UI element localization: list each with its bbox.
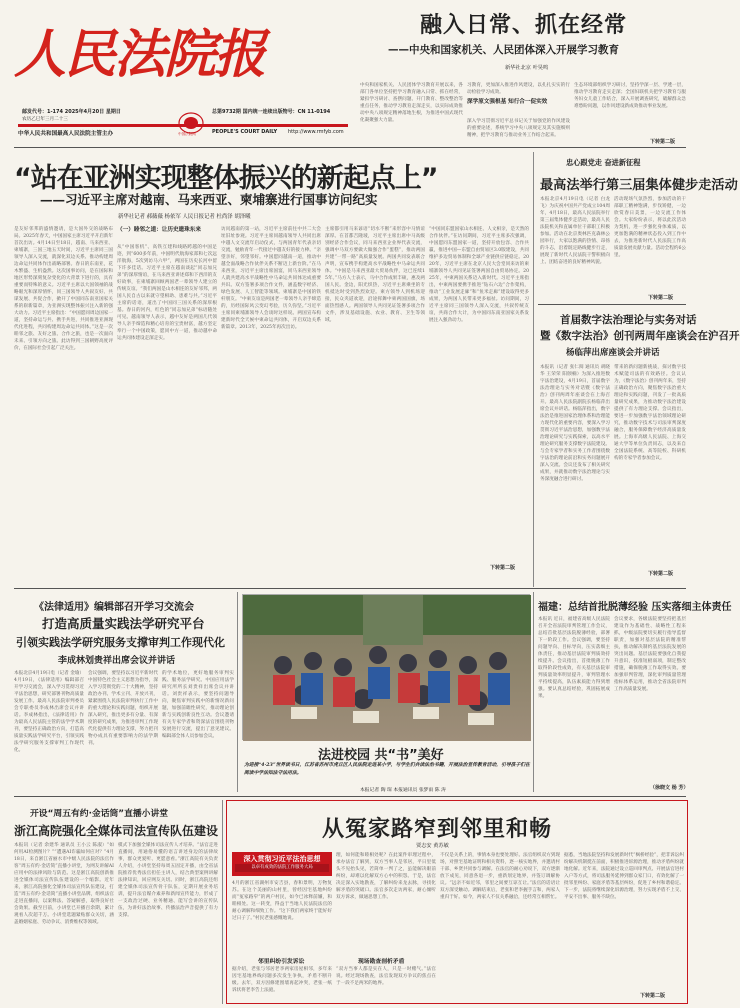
photo-illustration	[243, 595, 531, 741]
masthead-title	[14, 6, 264, 104]
right1-body-col2: 活动现场气氛热烈，参加活动的干部职工精神饱满，步伐矫健，一边欣赏春日美景，一边交流工作体会。大家纷纷表示，将以此次活动为契机，进一步强化身体素质，以更加饱满的精神状态投入到工作中去，为推进新时代人民法院工作高质量发展贡献力量。活动全程约6公里。	[614, 197, 686, 258]
right2-headline-2: 暨《数字法治》创刊两周年座谈会在沪召开	[540, 330, 740, 342]
seal-label: 中国法院网	[178, 132, 196, 136]
english-name: PEOPLE'S COURT DAILY	[212, 129, 278, 135]
mid-headline-1: 《法律适用》编辑部召开学习交流会	[34, 602, 194, 613]
serial-line: 总第9732期 国内统一连续出版物号：CN 11-0194	[212, 109, 331, 115]
feature-theme-box	[232, 852, 332, 876]
top-body-col2: 习教育，更加深入推进作风建设，以扎扎实实的行动检验学习成效。	[467, 83, 570, 95]
theme-box-sub: 以卓有成效的法院工作服务大局	[235, 864, 329, 872]
right2-subheadline: 杨临萍出席座谈会并讲话	[566, 348, 660, 358]
right1-continued: 下转第二版	[648, 295, 674, 301]
rule-under-main	[14, 588, 686, 589]
top-body-col1: 中央和国家机关、人民团体学习教育开展以来，各部门各单位坚持把学习教育融入日常、抓在经常，紧扣学习研讨、查摆问题、开门教育、整改整治等重点任务，推动学习教育走深走实，以实际成效推动中央八项规定精神落地生根，为推进中国式现代化凝聚强大力量。	[360, 83, 463, 123]
mid-headline-3: 引领实践法学研究服务支撑审判工作现代化	[16, 636, 225, 649]
main-continued: 下转第二版	[490, 565, 516, 571]
feature-body-col2b: “双方当事人都是实在人，只是一时赌气。”法官说。经过现场勘查，法官发现双方争议的焦点在于一段不足两米的地界。	[336, 967, 436, 986]
fujian-headline: 福建：总结首批脱薄经验 压实落细主体责任	[538, 602, 732, 613]
main-body-col3: 访问越南的第一站，习近平主席前往中共二大会址旧址参观。习近平主席同越南领导人共同出席中越人文交流年启动仪式，与两国青年代表亲切交流，勉励青年一代接过中越友好的接力棒。“亲望亲好，邻望邻好。中国愿同越南一道，推动中越全面战略合作伙伴关系不断迈上新台阶。”在马来西亚，习近平主席出席国宴，同马来西亚领导人就共建高水平战略性中马命运共同体达成重要共识。双方签署多项合作文件，涵盖数字经济、绿色发展、人工智能等领域。柬埔寨是中国的铁杆朋友。“中柬友谊是两国老一辈领导人亲手缔造的，历经国际风云变幻考验，历久弥坚。”习近平主席同柬埔寨领导人会谈时这样说。两国宣布构建新时代全天候中柬命运共同体，开启双边关系新篇章。2013年，2025年再次出访。	[221, 227, 321, 330]
main-subheadline: ——习近平主席对越南、马来西亚、柬埔寨进行国事访问纪实	[40, 192, 378, 207]
col-rule-photo	[533, 592, 534, 792]
rule-right1	[538, 304, 686, 305]
newspaper-logo: 人民法院报	[14, 24, 265, 85]
fujian-end-note: （徐晓文 杨 芳）	[650, 785, 689, 791]
mid-subheadline: 李成林划贵祥出席会议并讲话	[58, 656, 176, 666]
feature-body-col3: 不仅是关系上的，事情本身也要处理好。法官组织双方到现场，对照宅基地证明和相关资料，逐一核实地界，并邀请村干部、乡贤共同参与调解。在法官的耐心劝说下，双方逐渐放下成见，同意各退一步，重新划定地界，并签订调解协议。“远亲不如近邻，邻里之间要互谅互让。”法官的话语让双方深受触动。调解结束后，老张和老李握手言和，两家人重归于好。如今，两家人不仅关系融洽，还经常互相帮忙。	[440, 853, 560, 900]
feature-continued: 下转第二版	[640, 993, 666, 999]
zj-body-col1: 本报讯（记者 余建华 通讯员 王小云 陈淑）“如何用AI检测图片？”“遭遇AI诈骗如何应对？”4月18日，来自浙江省丽水市中级人民法院的法官作客“周五有约·金话筒”直播小讲堂，为网友讲解AI应用中的法律风险与防范。这是浙江高院创新推进全媒体司法宣传队伍建设的一个缩影。近年来，浙江高院强化全媒体司法宣传队伍建设，打造“周五有约·金话筒”直播小讲堂品牌，组织法官走进直播间，以案释法、答疑解惑，取得良好社会效果。截至目前，小讲堂已开播百余期，累计观看人次超千万。小讲堂选题紧贴群众关切，涵盖婚姻家庭、劳动争议、消费维权等领域。	[14, 843, 114, 925]
main-headline: “站在亚洲实现整体振兴的新起点上”	[14, 163, 438, 194]
right2-body-col2: 带来的新问题新挑战，探讨数字技术赋能司法的有效路径。会议认为，《数字法治》创刊两年来，坚持正确政治方向，聚焦数字法治重大理论和实践问题，刊发了一批高质量研究成果，为推动数字法治建设提供了有力理论支撑。会议指出，要进一步加强数字法治领域理论研究，推动数字技术与司法审判深度融合，服务保障数字经济高质量发展。上海市高级人民法院、上海交通大学等单位负责同志，以及来自全国法院系统、高等院校、科研机构的专家学者参加会议。	[614, 365, 686, 461]
mid-headline-2: 打造高质量实践法学研究平台	[42, 616, 205, 631]
mid-body-col2: 会议强调，要坚持以习近平新时代中国特色社会主义思想为指导，深入学习贯彻党的二十大精神，坚持政治办刊、学术立刊、开放兴刊，紧紧围绕人民法院审判执行工作中的重大理论和实践问题，组织开展深入研究，推出更多有分量、有深度的研究成果，为推进审判工作现代化提供有力理论支撑，努力把刊物办成具有重要影响力的法学期刊。	[88, 671, 158, 746]
main-col-head: （一）睦邻之道：让历史遗珠东来	[117, 227, 201, 233]
main-body-col2: 从“中国客机”、高铁互建和线路跨越的中国足迹，到“600多年前，中国明代航海家郑和七次远洋航海，5次到访马六甲”，两国在历史长河中留下许多佳话。习近平主席在越南谈起“同志加兄弟”的深厚情谊，在马来西亚讲述郑和下西洋的友好故事，在柬埔寨回顾两国老一辈领导人建立的传统友谊。“我们两国是山水相连的友好邻邦，两国人民自古以来就守望相助、患难与共。”习近平主席的话语，道出了中国同三国关系的深厚根基。春日的河内，红色的“同志加兄弟”标语随处可见。越南领导人表示，越中友好是两国几代领导人亲手缔造和精心培育的宝贵财富，越方坚定奉行一个中国政策，愿同中方一道，推动越中命运共同体建设走深走实。	[117, 245, 217, 341]
photo-credit: 本报记者 陶 琛 本报通讯员 张梦雨 陈 涛	[360, 788, 446, 793]
main-byline: 新华社记者 郝薇薇 杨依军 人民日报记者 杜尚泽 胡泽曦	[118, 214, 251, 220]
rule-under-mid	[14, 796, 686, 797]
col-rule-bottom	[222, 800, 223, 1004]
fujian-body-col1: 本报讯 近日，福建省高级人民法院召开全省法院审判管理工作会议，总结首批基层法院脱薄经验，部署下一阶段工作。会议强调，要坚持问题导向、目标导向，压实落细主体责任，推动基层法院审判质效持续提升。会议指出，首批脱薄工作取得阶段性成效，有关基层法院审判质量效率明显提升，审判管理水平持续提高，队伍素质能力得到增强。要认真总结经验，巩固拓展成果。	[538, 617, 610, 699]
rule-under-masthead	[14, 147, 686, 148]
feature-body-col4: 据悉，当地法院坚持和发展新时代“枫桥经验”，把非诉讼纠纷解决机制挺在前面，积极推进诉源治理，推动矛盾纠纷就地化解。近年来，法院通过设立巡回审判点、开展法官进村入户等方式，将司法服务延伸到群众家门口，有效化解了一批邻里纠纷、家庭矛盾等基层纠纷，促进了乡村和谐稳定。下一步，法院将继续深化诉源治理，努力实现矛盾不上交、平安不出事、服务不缺位。	[564, 853, 684, 900]
feature-byline: 贾志安 黄苏敏	[416, 843, 449, 849]
section-label-text: 深学原文强根基 知行合一促实效	[467, 99, 548, 105]
zj-kicker: 开设“周五有约·金话筒”直播小讲堂	[30, 809, 169, 819]
photo-title: 法进校园 共“书”美好	[318, 748, 444, 763]
zj-body-col2: 模式下加强全媒体司法宣传人才培养。“法官走进直播间，用通俗易懂的语言讲述身边的法律故事，群众更爱听、更愿意看。”浙江高院有关负责人介绍，小讲堂坚持每周五固定开播，由全省法院推荐优秀法官担任主讲人，结合典型案例讲解法律知识，回应网友关切。同时，浙江高院还组建全媒体司法宣传骨干队伍，定期开展业务培训，提升法官媒介素养和新闻宣传能力，形成了一支政治过硬、业务精通、能写会讲的宣传队伍，为讲好法治故事、传播法治声音提供了有力支撑。	[118, 843, 218, 918]
main-body-col4: 主席都引用马来谚语“切水不断”来形容中马情谊深厚。在首都吉隆坡，习近平主席出席中马高级别经济合作会议，同马来西亚企业界代表交流，强调中马双方要做大做强合作“蛋糕”，推动两国共建“一带一路”高质量发展。两国共同发表联合声明，宣布携手构建高水平战略性中马命运共同体。“中国是马来西亚最大贸易伙伴，这已连续15年。”马方人士表示，马中合作成果丰硕，惠及两国人民。金边，阳光炽热，习近平主席乘坐的专机抵达时受到热烈欢迎。柬方领导人到机场迎接，民众夹道欢迎，沿途挥舞中柬两国国旗，场面热烈感人。两国领导人共同见证签署多项合作文件，涉及基础设施、农业、教育、卫生等领域。	[325, 227, 425, 323]
zj-headline: 浙江高院强化全媒体司法宣传队伍建设	[14, 824, 219, 838]
court-seal-icon	[178, 112, 204, 134]
top-headline: 融入日常、抓在经常	[420, 13, 628, 38]
feature-body-col1b: 据介绍，老张与邻居老李两家房屋相邻，多年来因宅基地界线问题多次发生争执，矛盾不断升级。去年，双方因修建围墙再起冲突，老张一纸诉状将老李告上法庭。	[232, 967, 332, 993]
sponsor-line: 中华人民共和国最高人民法院主管主办	[18, 131, 114, 137]
right2-headline-1: 首届数字法治理论与实务对话	[560, 314, 697, 326]
feature-sub1: 邻里纠纷引发诉讼	[258, 959, 305, 965]
top-body-col2b: 深入学习贯彻习近平总书记关于加强党的作风建设的重要论述，系统学习中央八项规定及其实施细则精神，把学习教育与推动业务工作结合起来。	[467, 119, 570, 138]
issue-line: 邮发代号：1-174 2025年4月20日 星期日	[22, 109, 121, 115]
photo-caption: 为迎接“4·23”世界读书日，江苏省苏州市虎丘区人民法院走进某小学，与学生们共读法治书籍，开展法治宣传教育活动，引导孩子们在阅读中学法知法守法用法。	[244, 762, 530, 776]
col-rule-main	[533, 152, 534, 587]
calendar-line: 农历乙巳年三月二十三	[22, 117, 68, 122]
right1-headline: 最高法举行第三届集体健步走活动	[540, 178, 738, 193]
feature-headline: 从冤家路窄到邻里和畅	[322, 817, 553, 842]
top-section-label	[467, 98, 570, 106]
theme-box-title: 深入贯彻习近平法治思想	[243, 855, 321, 863]
feature-body-col1: 4月的浙江省湖州市安吉县，春和景明，万物复苏。在这个美丽的山村里，曾经因宅基地纠纷而“冤家路窄”的两户村民，如今已冰释前嫌，和睦相处。这一转变，得益于当地人民法院法官的耐心调解和细致工作。“这下我们两家终于能好好过日子了。”村民老张感慨地说。	[232, 881, 332, 921]
right2-continued: 下转第二版	[648, 571, 674, 577]
fujian-body-col2: 会议要求，各级法院要坚持把基层建设作为基础性、战略性工程来抓，中级法院要切实履行指导监督职责，加强对基层法院的精准帮扶，推动解决制约基层法院发展的突出问题。基层法院要强化自我提升意识，找准短板弱项，制定整改措施，确保脱薄工作取得实效。要加强审判管理，深化审判质量管理指标体系运用，推动全省法院审判工作高质量发展。	[614, 617, 686, 692]
mid-body-col1: 本报北京4月19日电（记者 金瑜）4月19日，《法律适用》编辑部召开学习交流会，深入学习贯彻习近平法治思想，研究部署刊物高质量发展工作。最高人民法院审判委员会专职委员李成林出席会议并讲话。李成林指出，《法律适用》作为最高人民法院主管的法学学术期刊，要坚持正确政治方向，打造高质量实践法学研究平台，引领实践法学研究服务支撑审判工作现代化。	[14, 671, 84, 753]
reading-photo	[242, 594, 530, 740]
top-continued: 下转第二版	[650, 139, 676, 145]
top-byline: 新华社北京 叶昊鸣	[505, 65, 549, 71]
main-body-col1: 是友好邻邦的盛情邀请，是大国外交的战略布局。2025年春天，中国国家主席习近平开启新年首次出访。4月14日至18日，越南、马来西亚、柬埔寨，三国三地五天时间，习近平主席同三国领导人深入交流，就深化双边关系、推动构建周边命运共同体作出战略部署。春日的东南亚，花木繁盛、生机盎然。这次国事访问，是在国际和地区形势深刻复杂变化的大背景下进行的，具有重要而特殊的意义。习近平主席以大国领袖的战略眼光和深厚情怀，同三国领导人共叙友好、共谋发展、共促合作，掀开了中国同东南亚国家关系的崭新篇章，为亚洲实现整体振兴注入新的强大动力。习近平主席指出：“中国愿同周边国家一道，坚持命运与共、携手共进，共同推进亚洲现代化进程，共同构建周边命运共同体。”这是一次睦邻之旅、友好之旅、合作之旅，也是一次面向未来、引领方向之旅。此访得到三国朝野高度评价，在国际社会引起广泛关注。	[14, 227, 113, 351]
col-rule-mid	[237, 592, 238, 792]
right1-kicker: 忠心跟党走 奋进新征程	[566, 158, 641, 167]
feature-sub2: 现场勘查剖析矛盾	[358, 959, 405, 965]
feature-body-col2: 理，如何能和睦相处呢？在此案件审理过程中，承办法官了解到，双方当事人是邻居，平日里低头不见抬头见，若简单一判了之，虽能解决眼前纠纷，却难以化解双方心中的积怨。于是，法官决定深入实地勘查，了解纠纷来龙去脉，寻找化解矛盾的突破口。法官多次走访两家，耐心倾听双方诉求，做通思想工作。	[336, 853, 436, 900]
masthead-rule	[18, 124, 348, 127]
website: http://www.rmfyb.com	[288, 129, 344, 135]
mid-body-col3: 的学术地位，更好地服务审判实践、服务法学研究。中国应用法学研究所所长刘贵祥出席会议并讲话。刘贵祥表示，要坚持问题导向，聚焦审判实践中的新情况新问题，加强前瞻性研究，推动理论创新与实践创新良性互动。会议邀请有关专家学者和资深法官围绕刊物发展进行交流，提出了意见建议。编辑部全体人员参加会议。	[162, 671, 234, 739]
top-body-col3: 生态环境部组织学习研讨，坚持学深一层、学透一层，推动学习教育走实走深；全国妇联机关把学习教育与服务妇女儿童工作结合，深入开展调查研究，破解群众急难愁盼问题，以作风建设新成效推动事业发展。	[574, 83, 686, 109]
right2-body-col1: 本报讯（记者 张仁阅 通讯员 胡晓华 王荣荣 阳颀楠）为深入推进数字法治建设，4月19日，首届数字法治理论与实务对话暨《数字法治》创刊两周年座谈会在上海召开。最高人民法院副院长杨临萍出席会议并讲话。杨临萍指出，数字法治是推进国家治理体系和治理能力现代化的重要内容，要深入学习贯彻习近平法治思想，加强数字法治理论研究与实践探索，以高水平理论研究服务支撑数字法院建设。与会专家学者和实务工作者围绕数字法治的理论前沿和实务问题展开深入交流。会议还发布了相关研究成果，并就推动数字法治理论与实务深度融合进行研讨。	[540, 365, 610, 482]
right1-body-col1: 本报北京4月19日电（记者 白龙飞）为庆祝中国共产党成立104周年，4月18日，最高人民法院举行第三届集体健步走活动，最高人民法院机关和直属单位干部职工积极参加。活动在北京奥林匹克森林公园举行，大家以饱满的热情、昂扬的斗志，沿着既定路线健步行走，展现了新时代人民法院干警积极向上、团结奋进的良好精神风貌。	[540, 197, 610, 265]
top-subheadline: ——中央和国家机关、人民团体深入开展学习教育	[388, 44, 619, 56]
main-body-col5: “中国同东盟国家山水相连、人文相亲，是天然的合作伙伴。”在访问期间，习近平主席多次强调，中国愿同东盟国家一道，坚持开放包容、合作共赢，推进中国—东盟自由贸易区3.0版建设，共同维护多边贸易体制和全球产业链供应链稳定。2020年，习近平主席在北京人民大会堂同来访的柬埔寨领导人共同见证签署两国自由贸易协定。2025年，中柬两国关系迈入新时代。习近平主席指出，中柬两国要携手推进“钻石六边”合作架构，推动“工业发展走廊”和“鱼米走廊”建设取得更多成果，为两国人民带来更多福祉。访问期间，习近平主席同三国领导人深入交流，共叙传统友谊，共商合作大计，为中国同东南亚国家关系发展注入强劲动力。	[429, 227, 529, 323]
